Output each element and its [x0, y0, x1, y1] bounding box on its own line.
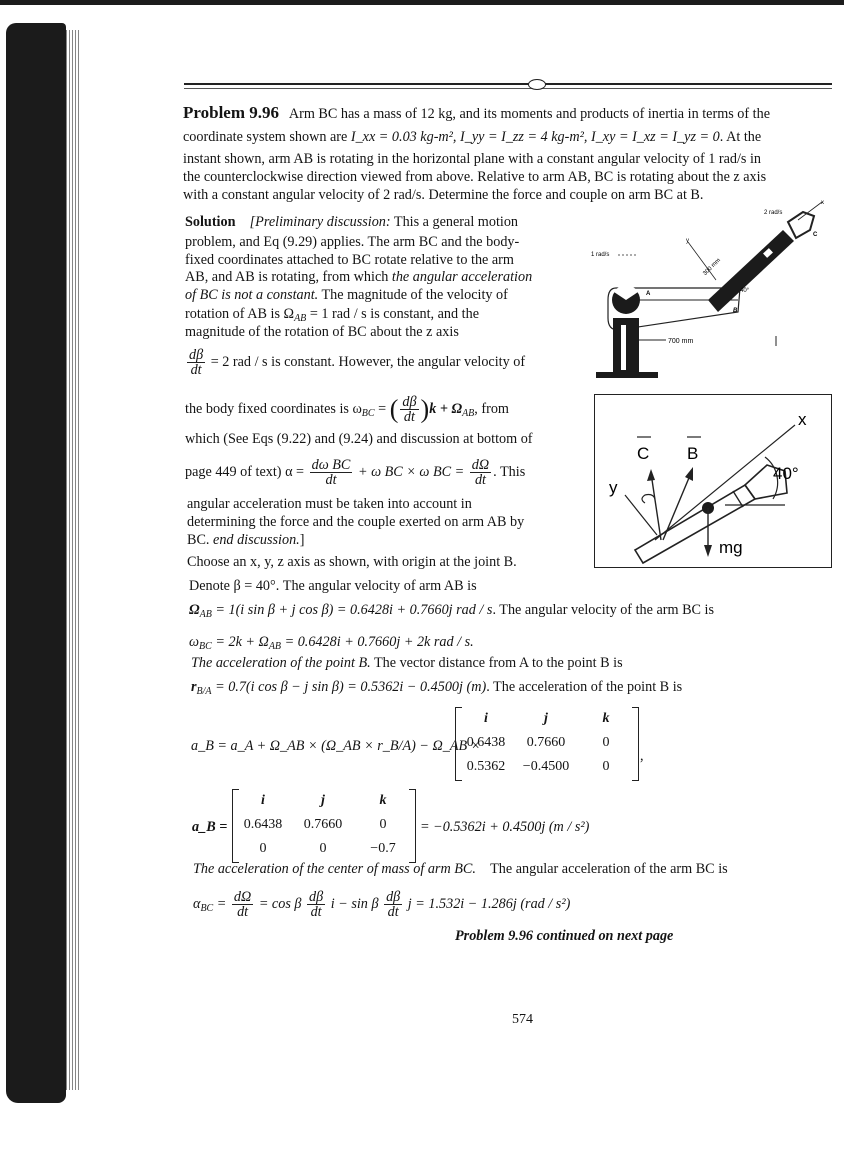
- solution-text: . This: [493, 463, 526, 480]
- solution-text: = 2k + Ω: [211, 634, 269, 650]
- matrix-cell: 0: [602, 735, 610, 750]
- length-bc-label: 300 mm: [702, 257, 722, 278]
- fraction-denominator: dt: [325, 472, 337, 488]
- matrix-body: [233, 789, 415, 861]
- matrix-cell: 0.7660: [526, 735, 566, 750]
- problem-line-1: [183, 105, 770, 122]
- subscript: AB: [268, 641, 282, 652]
- y-axis-line: [688, 242, 716, 280]
- scan-top-edge: [0, 0, 844, 5]
- matrix-unit-vector: k: [379, 793, 387, 808]
- solution-text: AB, and AB is rotating, from which: [185, 269, 392, 285]
- subscript: AB: [294, 313, 307, 324]
- solution-text: The vector distance from A to the point B is: [370, 655, 623, 671]
- fraction-numerator: dβ: [402, 394, 417, 410]
- solution-text: This a general motion: [393, 214, 519, 230]
- solution-text: + ω BC × ω BC =: [357, 463, 468, 480]
- y-axis-line: [625, 495, 657, 535]
- weight-arrowhead: [704, 545, 712, 557]
- pedestal-base: [596, 372, 658, 378]
- r-ba-equation: = 0.7(i cos β − j sin β) = 0.5362i − 0.4500j (m): [211, 679, 487, 695]
- fraction-numerator: dβ: [386, 889, 401, 905]
- dbeta-dt-fraction: [187, 348, 205, 377]
- solution-text: ]: [299, 532, 305, 548]
- solution-line-24: [193, 890, 570, 919]
- omega-ab-label: 1 rad/s: [591, 252, 610, 258]
- dbeta-dt-fraction: [400, 395, 418, 424]
- fraction-numerator: dβ: [189, 347, 204, 363]
- problem-text-1: Arm BC has a mass of 12 kg, and its moments and products of inertia in terms of the: [288, 106, 770, 122]
- solution-text: = 1 rad / s is constant, and the: [306, 306, 479, 322]
- comma: ,: [640, 748, 644, 764]
- solution-text: . The acceleration of the point B is: [486, 679, 683, 695]
- point-a-label: A: [646, 291, 651, 297]
- matrix-unit-vector: k: [602, 711, 610, 726]
- problem-text-2b: . At the: [719, 129, 762, 145]
- omega-ab-equation: = 1(i sin β + j cos β) = 0.6428i + 0.7660j rad / s: [211, 602, 493, 618]
- solution-line-14: [187, 532, 304, 548]
- force-label: B: [687, 444, 699, 463]
- solution-line-17: [189, 602, 714, 623]
- subscript: BC: [199, 641, 212, 652]
- solution-emphasis: of BC is not a constant.: [185, 287, 319, 303]
- solution-line-16: Denote β = 40°. The angular velocity of arm AB is: [189, 578, 477, 594]
- problem-label: Problem 9.96: [183, 103, 280, 122]
- fraction-denominator: dt: [403, 409, 415, 425]
- acceleration-b-result: = −0.5362i + 0.4500j (m / s²): [420, 819, 590, 835]
- force-vector: [663, 473, 691, 540]
- solution-label: Solution: [185, 214, 236, 230]
- matrix-row: [233, 813, 415, 837]
- subscript: BC: [361, 407, 375, 419]
- matrix-cell: 0: [602, 759, 610, 774]
- subscript: AB: [462, 407, 475, 419]
- problem-line-4: the counterclockwise direction viewed from above. Relative to arm AB, BC is rotating about the z axis: [183, 169, 767, 185]
- book-spine-edge: [66, 30, 80, 1090]
- fraction-numerator: dω BC: [311, 457, 351, 473]
- fraction-denominator: dt: [310, 904, 322, 920]
- section-heading: The acceleration of the point B.: [191, 655, 371, 671]
- force-arrowhead: [685, 467, 693, 481]
- solution-line-13: determining the force and the couple exerted on arm AB by: [187, 514, 525, 530]
- problem-line-2: [183, 129, 761, 145]
- inertia-ixx: I_xx = 0.03 kg-m²,: [350, 129, 461, 145]
- matrix-cell: 0: [259, 841, 267, 856]
- solution-line-8: [185, 348, 525, 377]
- solution-text: . The angular velocity of the arm BC is: [492, 602, 714, 618]
- solution-text: , from: [474, 400, 509, 417]
- fraction-denominator: dt: [474, 472, 486, 488]
- problem-line-3: instant shown, arm AB is rotating in the horizontal plane with a constant angular velocity of 1 rad/s in: [183, 151, 762, 167]
- solution-text: BC.: [187, 532, 214, 548]
- solution-text: i − sin β: [330, 895, 383, 912]
- solution-line-1: [185, 214, 518, 230]
- solution-line-4: [185, 269, 532, 285]
- solution-text: = cos β: [258, 895, 306, 912]
- solution-line-15: Choose an x, y, z axis as shown, with origin at the joint B.: [187, 554, 517, 570]
- matrix-cell: 0.7660: [303, 817, 343, 832]
- couple-arrowhead: [647, 469, 655, 481]
- dOmega-dt-fraction: [232, 890, 253, 919]
- matrix-row: [456, 755, 638, 779]
- acceleration-b-equation: a_B = a_A + Ω_AB × (Ω_AB × r_B/A) − Ω_AB ×: [191, 738, 481, 754]
- solution-emphasis: the angular acceleration: [391, 269, 533, 285]
- weight-label: mg: [719, 538, 743, 557]
- subscript: AB: [199, 609, 212, 620]
- matrix-cell: −0.7: [370, 841, 396, 856]
- matrix-cell: 0: [319, 841, 327, 856]
- solution-line-23: [193, 861, 728, 877]
- solution-text: the body fixed coordinates is ω: [185, 400, 362, 417]
- book-spine-shadow: [6, 23, 66, 1103]
- point-c-label: C: [813, 232, 818, 238]
- matrix-unit-vector: i: [484, 711, 488, 726]
- inertia-products: I_xy = I_xz = I_yz = 0: [590, 129, 720, 145]
- domega-dt-fraction: [310, 458, 353, 487]
- prelim-label: [Preliminary discussion:: [249, 214, 391, 230]
- couple-label: C: [637, 444, 650, 463]
- fraction-numerator: dβ: [309, 889, 324, 905]
- fraction-numerator: dΩ: [471, 457, 490, 473]
- matrix-row: [456, 731, 638, 755]
- fraction-denominator: dt: [387, 904, 399, 920]
- matrix-unit-vector: j: [321, 793, 325, 808]
- matrix-unit-vector: j: [544, 711, 548, 726]
- acceleration-b-label: a_B =: [192, 819, 228, 835]
- r-symbol: r: [191, 679, 197, 695]
- matrix-cell: 0.6438: [466, 735, 506, 750]
- cross-product-matrix-1: [455, 707, 639, 781]
- omega-bc-equation: = 0.6428i + 0.7660j + 2k rad / s.: [281, 634, 474, 650]
- omega-bc-label: 2 rad/s: [764, 210, 783, 216]
- omega-symbol: ω: [189, 634, 200, 650]
- matrix-cell: 0: [379, 817, 387, 832]
- couple-rotation-icon: [642, 495, 655, 504]
- problem-line-5: with a constant angular velocity of 2 rad/s. Determine the force and couple on arm BC at B.: [183, 187, 704, 203]
- solution-line-3: fixed coordinates attached to BC rotate relative to the arm: [185, 252, 514, 268]
- solution-line-10: which (See Eqs (9.22) and (9.24) and discussion at bottom of: [185, 431, 533, 447]
- solution-line-9: [185, 395, 509, 424]
- pedestal-highlight: [621, 325, 626, 370]
- axis-x-label: x: [798, 410, 807, 429]
- solution-line-20: [191, 679, 682, 700]
- inertia-iyy-izz: I_yy = I_zz = 4 kg-m²,: [460, 129, 591, 145]
- solution-text: The angular acceleration of the arm BC is: [490, 861, 728, 877]
- robot-arm-figure: [588, 200, 828, 385]
- subscript: B/A: [196, 686, 212, 697]
- solution-line-18: [189, 634, 474, 655]
- arm-bc: [708, 212, 814, 312]
- solution-line-7: magnitude of the rotation of BC about the z axis: [185, 324, 459, 340]
- solution-text: rotation of AB is Ω: [185, 306, 295, 322]
- right-paren: ): [420, 394, 430, 424]
- header-rule-thin: [184, 88, 832, 89]
- axis-x-label: x: [821, 200, 824, 206]
- angle-label: 40°: [773, 464, 799, 483]
- matrix-cell: 0.5362: [466, 759, 506, 774]
- free-body-diagram: [594, 394, 832, 568]
- fraction-denominator: dt: [237, 904, 249, 920]
- point-b-label: B: [733, 308, 738, 314]
- problem-text-2a: coordinate system shown are: [183, 129, 348, 145]
- solution-text: = 2 rad / s is constant. However, the angular velocity of: [210, 353, 526, 370]
- solution-text: page 449 of text) α =: [185, 463, 308, 480]
- axis-y-label: y: [686, 238, 689, 244]
- fraction-denominator: dt: [190, 362, 202, 378]
- solution-line-2: problem, and Eq (9.29) applies. The arm BC and the body-: [185, 234, 520, 250]
- solution-emphasis: end discussion.: [213, 532, 300, 548]
- matrix-cell: −0.4500: [522, 759, 570, 774]
- alpha-symbol: α: [193, 895, 201, 912]
- matrix-row: [233, 789, 415, 813]
- dbeta-dt-fraction: [307, 890, 325, 919]
- page-number: 574: [512, 1012, 533, 1027]
- solution-line-11: [185, 458, 525, 487]
- continued-note: Problem 9.96 continued on next page: [455, 928, 674, 944]
- left-paren: (: [389, 394, 399, 424]
- solution-line-19: [191, 655, 623, 671]
- solution-text: =: [213, 895, 230, 912]
- matrix-body: [456, 707, 638, 779]
- header-rule: [184, 83, 832, 85]
- subscript: BC: [200, 902, 214, 914]
- omega-symbol: Ω: [189, 602, 200, 618]
- solution-text: The magnitude of the velocity of: [318, 287, 508, 303]
- matrix-cell: 0.6438: [243, 817, 283, 832]
- section-heading: The acceleration of the center of mass of arm BC.: [193, 861, 476, 877]
- solution-line-5: [185, 287, 508, 303]
- angle-label: 40°: [740, 288, 750, 294]
- matrix-row: [456, 707, 638, 731]
- fraction-numerator: dΩ: [233, 889, 252, 905]
- matrix-unit-vector: i: [261, 793, 265, 808]
- dbeta-dt-fraction: [384, 890, 402, 919]
- alpha-bc-result: j = 1.532i − 1.286j (rad / s²): [407, 895, 571, 912]
- matrix-row: [233, 837, 415, 861]
- axis-y-label: y: [609, 478, 618, 497]
- header-ornament: [528, 79, 546, 90]
- dOmega-dt-fraction: [470, 458, 491, 487]
- solution-text: k + Ω: [429, 400, 463, 417]
- cross-product-matrix-2: [232, 789, 416, 863]
- solution-text: =: [374, 400, 390, 417]
- solution-line-12: angular acceleration must be taken into account in: [187, 496, 472, 512]
- length-ab-label: 700 mm: [668, 338, 694, 345]
